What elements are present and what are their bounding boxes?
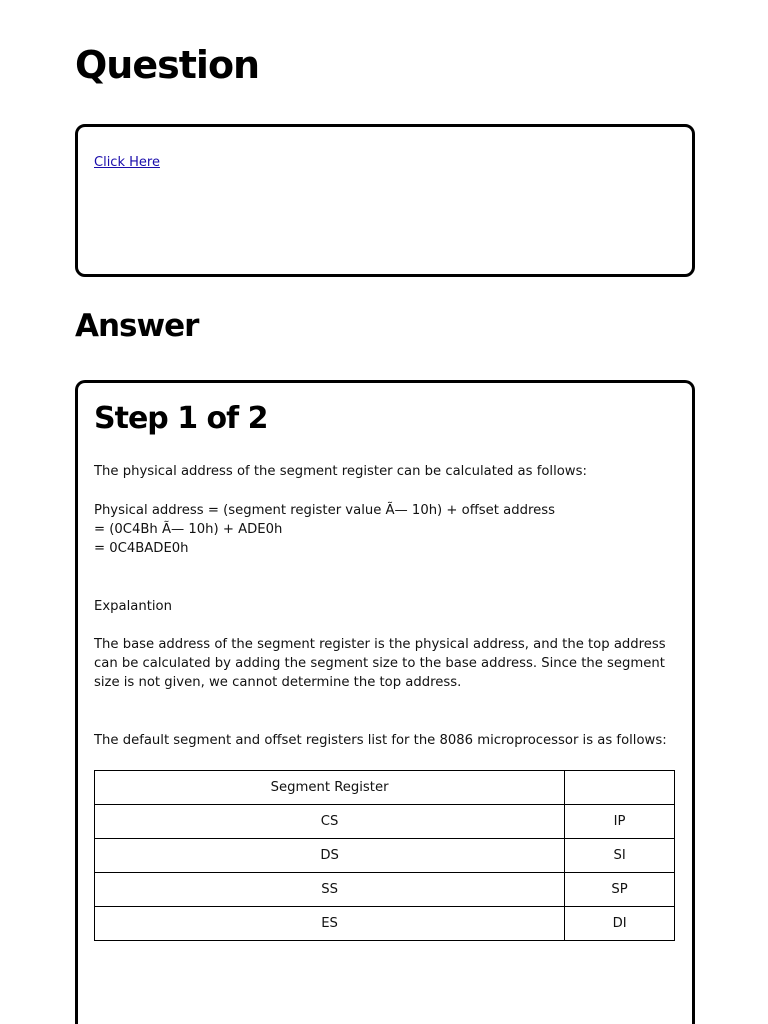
answer-heading: Answer — [75, 308, 199, 344]
explanation-text: The base address of the segment register is the physical address, and the top address can be calculated by adding the segment size to the base address. Since the segment size is not given, we cannot determine the top address. — [94, 637, 666, 690]
table-cell: SS — [95, 873, 565, 907]
question-card — [75, 124, 695, 277]
question-heading: Question — [75, 43, 260, 87]
table-row — [95, 839, 675, 873]
table-cell: DI — [565, 907, 675, 941]
table-cell: SP — [565, 873, 675, 907]
table-header-cell: Segment Register — [95, 771, 565, 805]
table-row — [95, 805, 675, 839]
table-cell: DS — [95, 839, 565, 873]
answer-card — [75, 380, 695, 1024]
default-registers-text: The default segment and offset registers list for the 8086 microprocessor is as follows: — [94, 733, 667, 748]
registers-table — [94, 770, 675, 941]
formula-text: Physical address = (segment register value Ã— 10h) + offset address = (0C4Bh Ã— 10h) + ADE0h = 0C4BADE0h — [94, 503, 555, 556]
table-cell: ES — [95, 907, 565, 941]
table-header-row — [95, 771, 675, 805]
table-cell: CS — [95, 805, 565, 839]
step-title: Step 1 of 2 — [94, 401, 268, 436]
table-cell: IP — [565, 805, 675, 839]
intro-text: The physical address of the segment register can be calculated as follows: — [94, 464, 587, 479]
explanation-label: Expalantion — [94, 599, 172, 614]
table-row — [95, 873, 675, 907]
click-here-link[interactable]: Click Here — [94, 155, 160, 170]
table-cell: SI — [565, 839, 675, 873]
table-row — [95, 907, 675, 941]
table-header-cell — [565, 771, 675, 805]
